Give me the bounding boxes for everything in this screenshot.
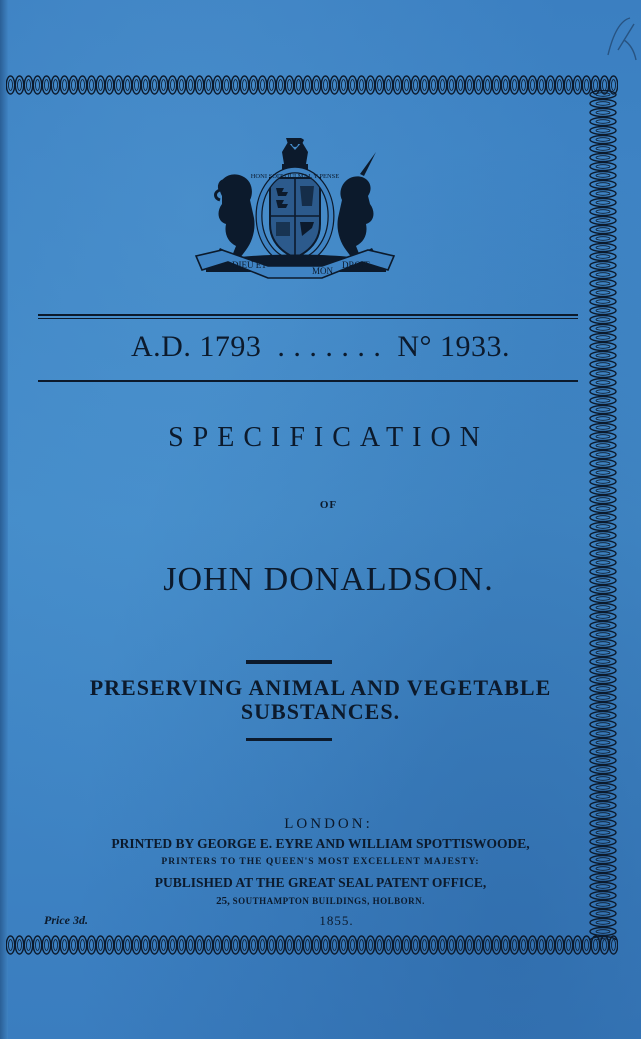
motto-mid: MON [312,266,334,276]
right-chain-border [588,90,618,940]
garter-motto: HONI SOIT QUI MAL Y PENSE [250,173,340,180]
invention-subject [0,676,641,724]
imprint-year: 1855. [319,913,354,928]
handwritten-mark [600,10,640,70]
top-rule-thin [38,318,578,319]
subject-line-2: SUBSTANCES. [240,699,401,724]
imprint-printed-by: PRINTED BY GEORGE E. EYRE AND WILLIAM SPOTTISWOODE, [111,836,530,851]
specification-heading: SPECIFICATION [168,422,489,453]
patent-number: N° 1933. [397,330,510,363]
imprint-published-at: PUBLISHED AT THE GREAT SEAL PATENT OFFICE, [154,875,487,890]
divider-upper [246,660,332,664]
top-rule [38,314,578,316]
of-label: OF [319,499,338,511]
bottom-chain-border [6,934,618,956]
inventor-name: JOHN DONALDSON. [163,561,494,598]
royal-coat-of-arms [192,138,398,284]
bottom-rule [38,380,578,382]
motto-right: DROIT [342,260,370,270]
address-number: 25, [216,895,230,907]
imprint-address [0,895,641,907]
patent-number-line [0,330,641,364]
price-label: Price 3d. [44,913,88,927]
imprint-city: LONDON: [284,816,373,832]
leader-dots: . . . . . . . [277,330,382,363]
motto-left: DIEU ET [232,260,267,270]
imprint-printers-to: PRINTERS TO THE QUEEN'S MOST EXCELLENT MAJESTY: [161,857,480,867]
address-street: SOUTHAMPTON BUILDINGS, HOLBORN. [232,896,425,906]
divider-lower [246,738,332,741]
top-chain-border [6,74,618,96]
ad-year: A.D. 1793 [130,330,262,363]
subject-line-1: PRESERVING ANIMAL AND VEGETABLE [89,675,552,700]
